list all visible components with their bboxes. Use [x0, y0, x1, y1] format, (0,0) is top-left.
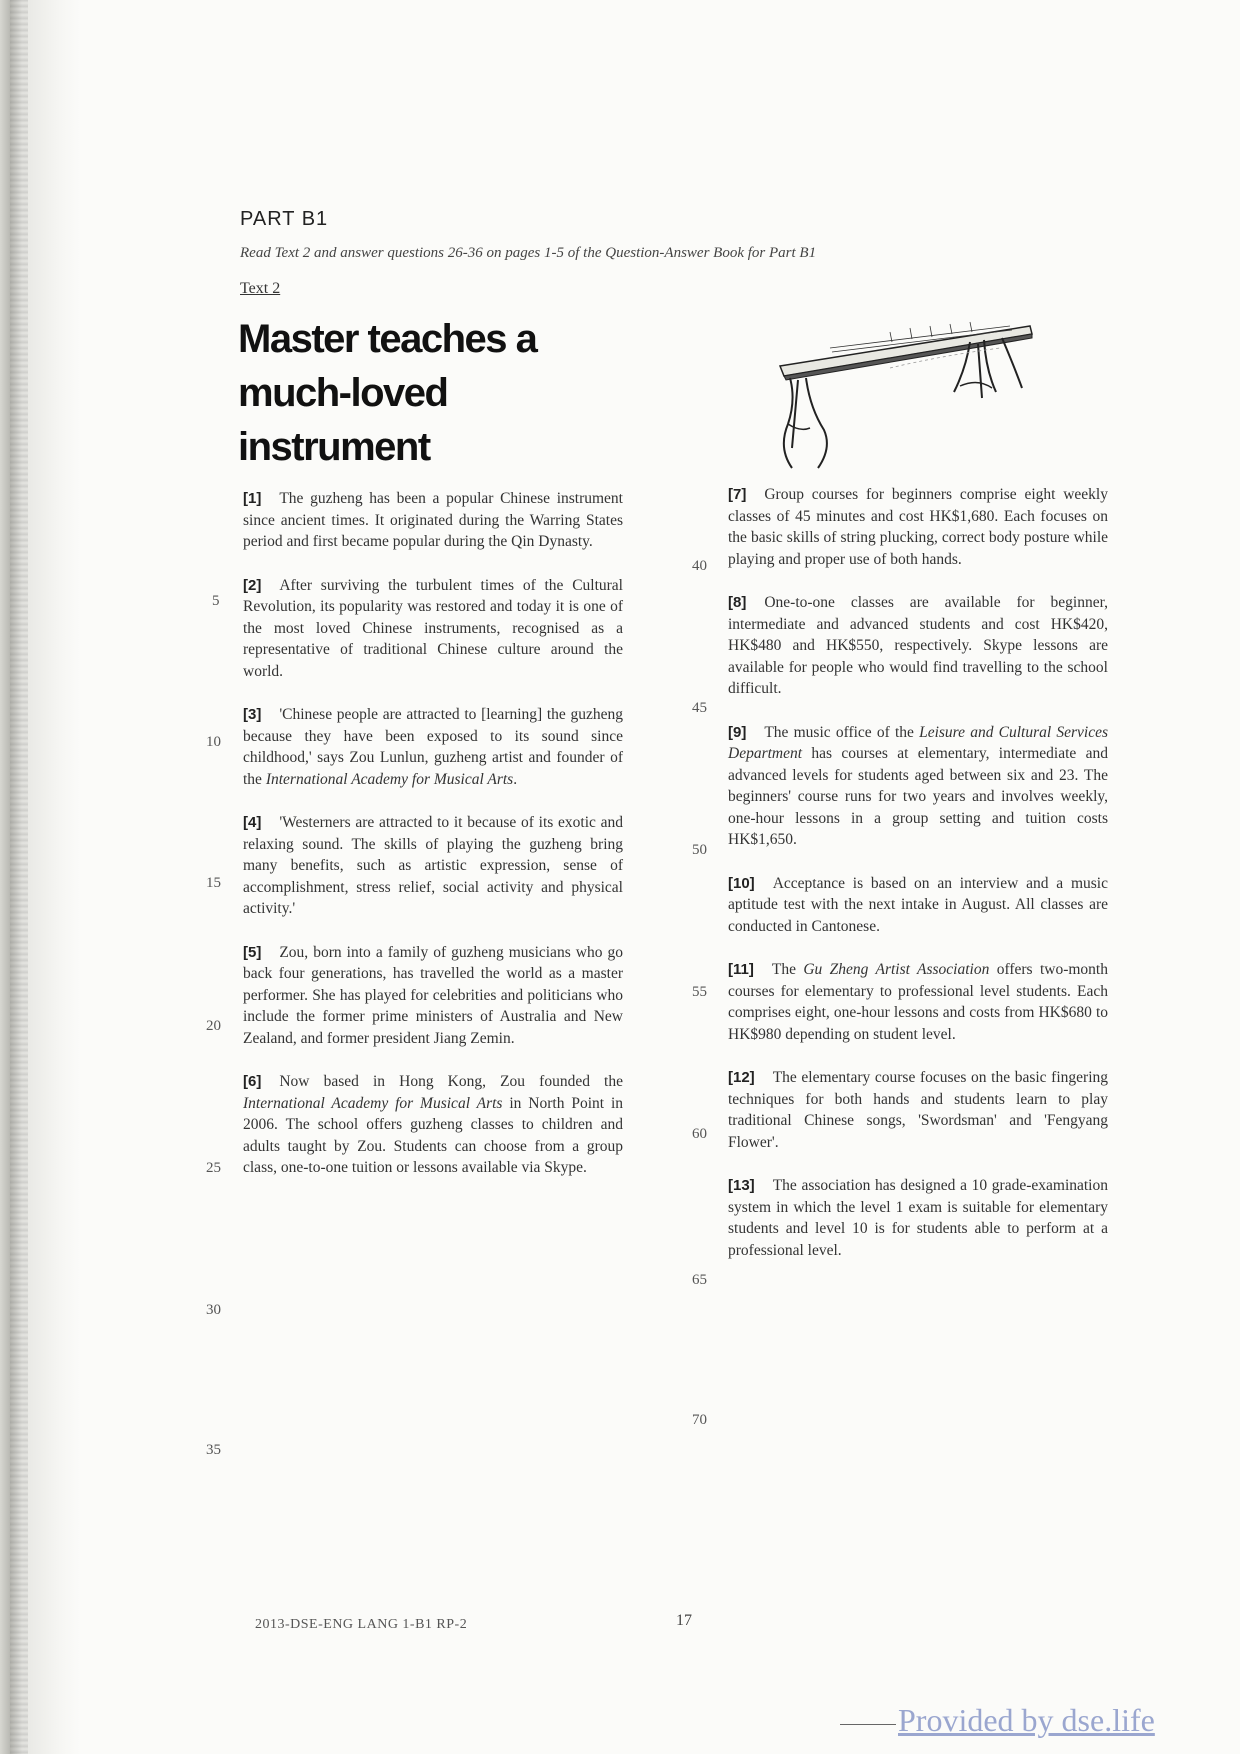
paragraph-text: 'Westerners are attracted to it because of its exotic and relaxing sound. The skills of playing the guzheng bring many benefits, such as artistic expression, sense of accomplishment, stress relief, social activity and physical activity.' — [243, 814, 623, 917]
paragraph-italic: International Academy for Musical Arts — [243, 1094, 503, 1112]
page-number: 17 — [676, 1612, 692, 1629]
paragraph-number: [7] — [728, 486, 747, 503]
line-number: 40 — [692, 558, 707, 574]
line-number: 50 — [692, 842, 707, 858]
paragraph-text: Acceptance is based on an interview and a music aptitude test with the next intake in August. All classes are conducted in Cantonese. — [728, 874, 1108, 935]
line-number: 60 — [692, 1126, 707, 1142]
paragraph — [243, 942, 623, 1050]
paragraph — [728, 1067, 1108, 1153]
paragraph-text: After surviving the turbulent times of the Cultural Revolution, its popularity was restored and today it is one of the most loved Chinese instruments, recognised as a representative of traditional Chinese culture around the world. — [243, 576, 623, 680]
paragraph-text: The — [771, 961, 804, 978]
paragraph-italic: Gu Zheng Artist Association — [803, 961, 990, 978]
line-number: 10 — [206, 734, 221, 750]
paragraph — [243, 704, 623, 790]
line-number: 55 — [692, 984, 707, 1000]
guzheng-drawing-icon — [770, 308, 1040, 478]
headline-line: much-loved — [238, 371, 448, 415]
paragraph-text: Zou, born into a family of guzheng musicians who go back four generations, has travelled the world as a master performer. She has played for celebrities and politicians who include the former prime ministers of Australia and New Zealand, and former president Jiang Zemin. — [243, 943, 623, 1047]
paragraph — [728, 1175, 1108, 1261]
paragraph-text: 'Chinese people are attracted to [learning] the guzheng because they have been exposed to its sound since childhood,' says Zou Lunlun, guzheng artist and founder of the — [243, 706, 623, 788]
paragraph-number: [10] — [728, 874, 755, 892]
paragraph-number: [11] — [728, 961, 754, 978]
paragraph-text: The music office of the — [764, 723, 920, 741]
line-number: 30 — [206, 1302, 221, 1318]
line-number: 35 — [206, 1442, 221, 1458]
article-column-left — [243, 488, 623, 1201]
exam-code: 2013-DSE-ENG LANG 1-B1 RP-2 — [255, 1617, 468, 1632]
article-column-right — [728, 484, 1108, 1283]
text-label: Text 2 — [240, 280, 281, 297]
paragraph-number: [1] — [243, 490, 262, 507]
headline-line: Master teaches a — [238, 317, 537, 361]
paragraph-number: [2] — [243, 576, 262, 594]
line-number: 65 — [692, 1272, 707, 1288]
headline-line: instrument — [238, 425, 430, 469]
paragraph — [243, 1071, 623, 1179]
paragraph-text: Group courses for beginners comprise eight weekly classes of 45 minutes and cost HK$1,680. Each focuses on the basic skills of string plucking, correct body posture while playing and proper use of both hands. — [728, 486, 1108, 568]
paragraph-text: in North Point in 2006. The school offers guzheng classes to children and adults taught by Zou. Students can choose from a group class, one-to-one tuition or lessons available via Skype. — [243, 1094, 623, 1176]
paragraph-text: The guzheng has been a popular Chinese instrument since ancient times. It originated during the Warring States period and first became popular during the Qin Dynasty. — [243, 490, 623, 550]
paragraph — [243, 575, 623, 683]
line-number: 45 — [692, 700, 707, 716]
paragraph-italic: International Academy for Musical Arts — [265, 770, 514, 788]
paragraph-text: The elementary course focuses on the basic fingering techniques for both hands and students learn to play traditional Chinese songs, 'Swordsman' and 'Fengyang Flower'. — [728, 1069, 1108, 1151]
paragraph-text: One-to-one classes are available for beginner, intermediate and advanced students and cost HK$420, HK$480 and HK$550, respectively. Skype lessons are available for people who would find travelling to the school difficult. — [728, 594, 1108, 697]
paragraph — [728, 722, 1108, 851]
paragraph — [243, 812, 623, 920]
divider — [840, 1724, 896, 1725]
line-number: 70 — [692, 1412, 707, 1428]
scan-binding-edge — [0, 0, 80, 1754]
line-number: 5 — [212, 593, 220, 609]
paragraph-text: has courses at elementary, intermediate and advanced levels for students aged between six and 23. The beginners' course runs for two years and involves weekly, one-hour lessons in a group setting and tuition costs HK$1,650. — [728, 745, 1108, 848]
paragraph-text: The association has designed a 10 grade-examination system in which the level 1 exam is suitable for elementary students and level 10 is for students able to perform at a professional level. — [728, 1177, 1108, 1259]
paragraph — [728, 873, 1108, 938]
paragraph — [728, 592, 1108, 700]
paragraph-number: [12] — [728, 1069, 755, 1086]
paragraph-number: [13] — [728, 1177, 755, 1194]
paragraph — [728, 484, 1108, 570]
paragraph-number: [4] — [243, 814, 262, 831]
paragraph-number: [9] — [728, 723, 747, 741]
paragraph — [243, 488, 623, 553]
paragraph-text: . — [513, 770, 518, 788]
line-number: 25 — [206, 1160, 221, 1176]
instruction-text: Read Text 2 and answer questions 26-36 on pages 1-5 of the Question-Answer Book for Part B1 — [240, 245, 817, 261]
paragraph-number: [5] — [243, 943, 262, 961]
paragraph — [728, 959, 1108, 1045]
paragraph-number: [6] — [243, 1073, 262, 1090]
article-headline — [238, 312, 618, 474]
paragraph-number: [3] — [243, 706, 262, 723]
part-heading: PART B1 — [240, 208, 329, 230]
paragraph-text: Now based in Hong Kong, Zou founded the — [279, 1073, 623, 1090]
paragraph-text: offers two-month courses for elementary to professional level students. Each comprises eight, one-hour lessons and costs from HK$680 to HK$980 depending on student level. — [728, 961, 1108, 1043]
line-number: 15 — [206, 875, 221, 891]
paragraph-italic: Leisure and Cultural Services Department — [728, 723, 1108, 762]
paragraph-number: [8] — [728, 594, 747, 611]
line-number: 20 — [206, 1018, 221, 1034]
provided-by-link[interactable]: Provided by dse.life — [898, 1702, 1155, 1738]
